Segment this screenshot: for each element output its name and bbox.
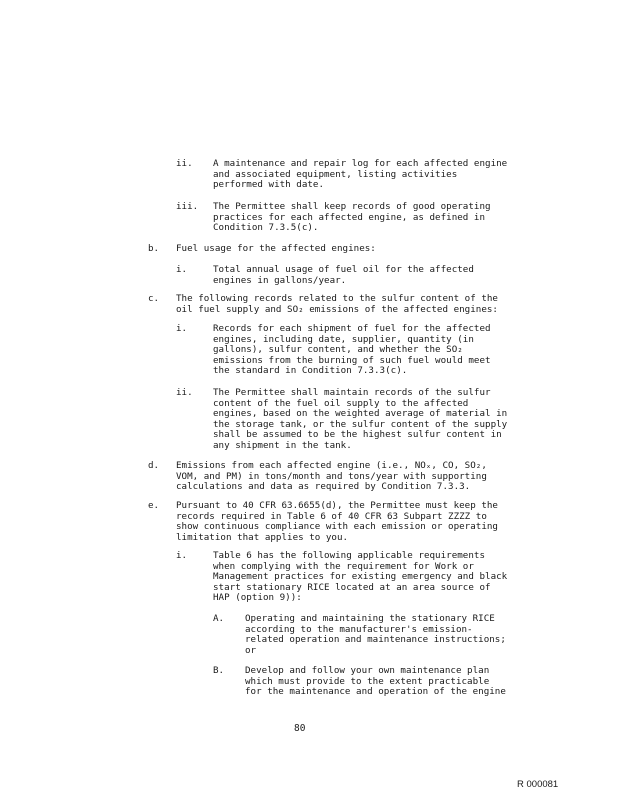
text-line: VOM, and PM) in tons/month and tons/year with supporting (176, 470, 487, 482)
text-line: Operating and maintaining the stationary RICE (245, 613, 495, 624)
text-line: The Permittee shall maintain records of the sulfur (213, 387, 491, 398)
text-line: start stationary RICE located at an area source of (213, 581, 491, 593)
text-line: for the maintenance and operation of the engine (245, 686, 506, 698)
item-label: e. (148, 500, 160, 511)
text-line: or (245, 644, 257, 656)
item-label: A. (213, 613, 225, 624)
text-line: records required in Table 6 of 40 CFR 63 Subpart ZZZZ to (176, 510, 487, 522)
text-line: and associated equipment, listing activities (213, 168, 458, 180)
text-line: the storage tank, or the sulfur content of the supply (213, 418, 508, 430)
text-line: the standard in Condition 7.3.3(c). (213, 365, 408, 377)
text-line: Total annual usage of fuel oil for the affected (213, 264, 474, 275)
text-line: engines in gallons/year. (213, 274, 347, 286)
text-line: according to the manufacturer's emission- (245, 623, 473, 635)
item-label: i. (176, 550, 188, 561)
text-line: related operation and maintenance instructions; (245, 634, 506, 646)
text-line: gallons), sulfur content, and whether the SO₂ (213, 344, 463, 356)
text-line: A maintenance and repair log for each affected engine (213, 158, 508, 169)
text-line: which must provide to the extent practicable (245, 675, 490, 687)
text-line: The following records related to the sulfur content of the (176, 293, 498, 304)
page-number: 80 (294, 723, 306, 734)
item-label: i. (176, 264, 188, 275)
item-label: iii. (176, 201, 199, 212)
text-line: Condition 7.3.5(c). (213, 222, 319, 234)
text-line: Pursuant to 40 CFR 63.6655(d), the Permittee must keep the (176, 500, 498, 511)
text-line: engines, including date, supplier, quantity (in (213, 333, 474, 345)
text-line: emissions from the burning of such fuel would meet (213, 354, 491, 366)
text-line: engines, based on the weighted average of material in (213, 408, 508, 420)
text-line: Table 6 has the following applicable requirements (213, 550, 486, 561)
item-label: b. (148, 243, 160, 254)
text-line: any shipment in the tank. (213, 440, 352, 451)
text-line: shall be assumed to be the highest sulfur content in (213, 429, 502, 441)
text-line: Fuel usage for the affected engines: (176, 243, 376, 254)
text-line: show continuous compliance with each emission or operating (176, 521, 498, 533)
item-label: ii. (176, 387, 193, 398)
text-line: The Permittee shall keep records of good operating (213, 201, 491, 212)
item-label: ii. (176, 158, 193, 169)
text-line: oil fuel supply and SO₂ emissions of the affected engines: (176, 303, 498, 315)
text-line: limitation that applies to you. (176, 531, 349, 543)
text-line: Emissions from each affected engine (i.e., NOₓ, CO, SO₂, (176, 460, 487, 471)
text-line: when complying with the requirement for Work or (213, 560, 474, 572)
text-line: Records for each shipment of fuel for the affected (213, 323, 491, 334)
text-line: performed with date. (213, 179, 325, 191)
text-line: practices for each affected engine, as defined in (213, 211, 486, 223)
item-label: B. (213, 665, 225, 676)
text-line: Management practices for existing emergency and black (213, 571, 508, 583)
text-line: content of the fuel oil supply to the affected (213, 397, 469, 409)
text-line: HAP (option 9)): (213, 592, 302, 604)
item-label: c. (148, 293, 160, 304)
item-label: d. (148, 460, 160, 471)
text-line: calculations and data as required by Condition 7.3.3. (176, 481, 471, 493)
bates-number: R 000081 (517, 779, 559, 790)
item-label: i. (176, 323, 188, 334)
text-line: Develop and follow your own maintenance plan (245, 665, 490, 676)
